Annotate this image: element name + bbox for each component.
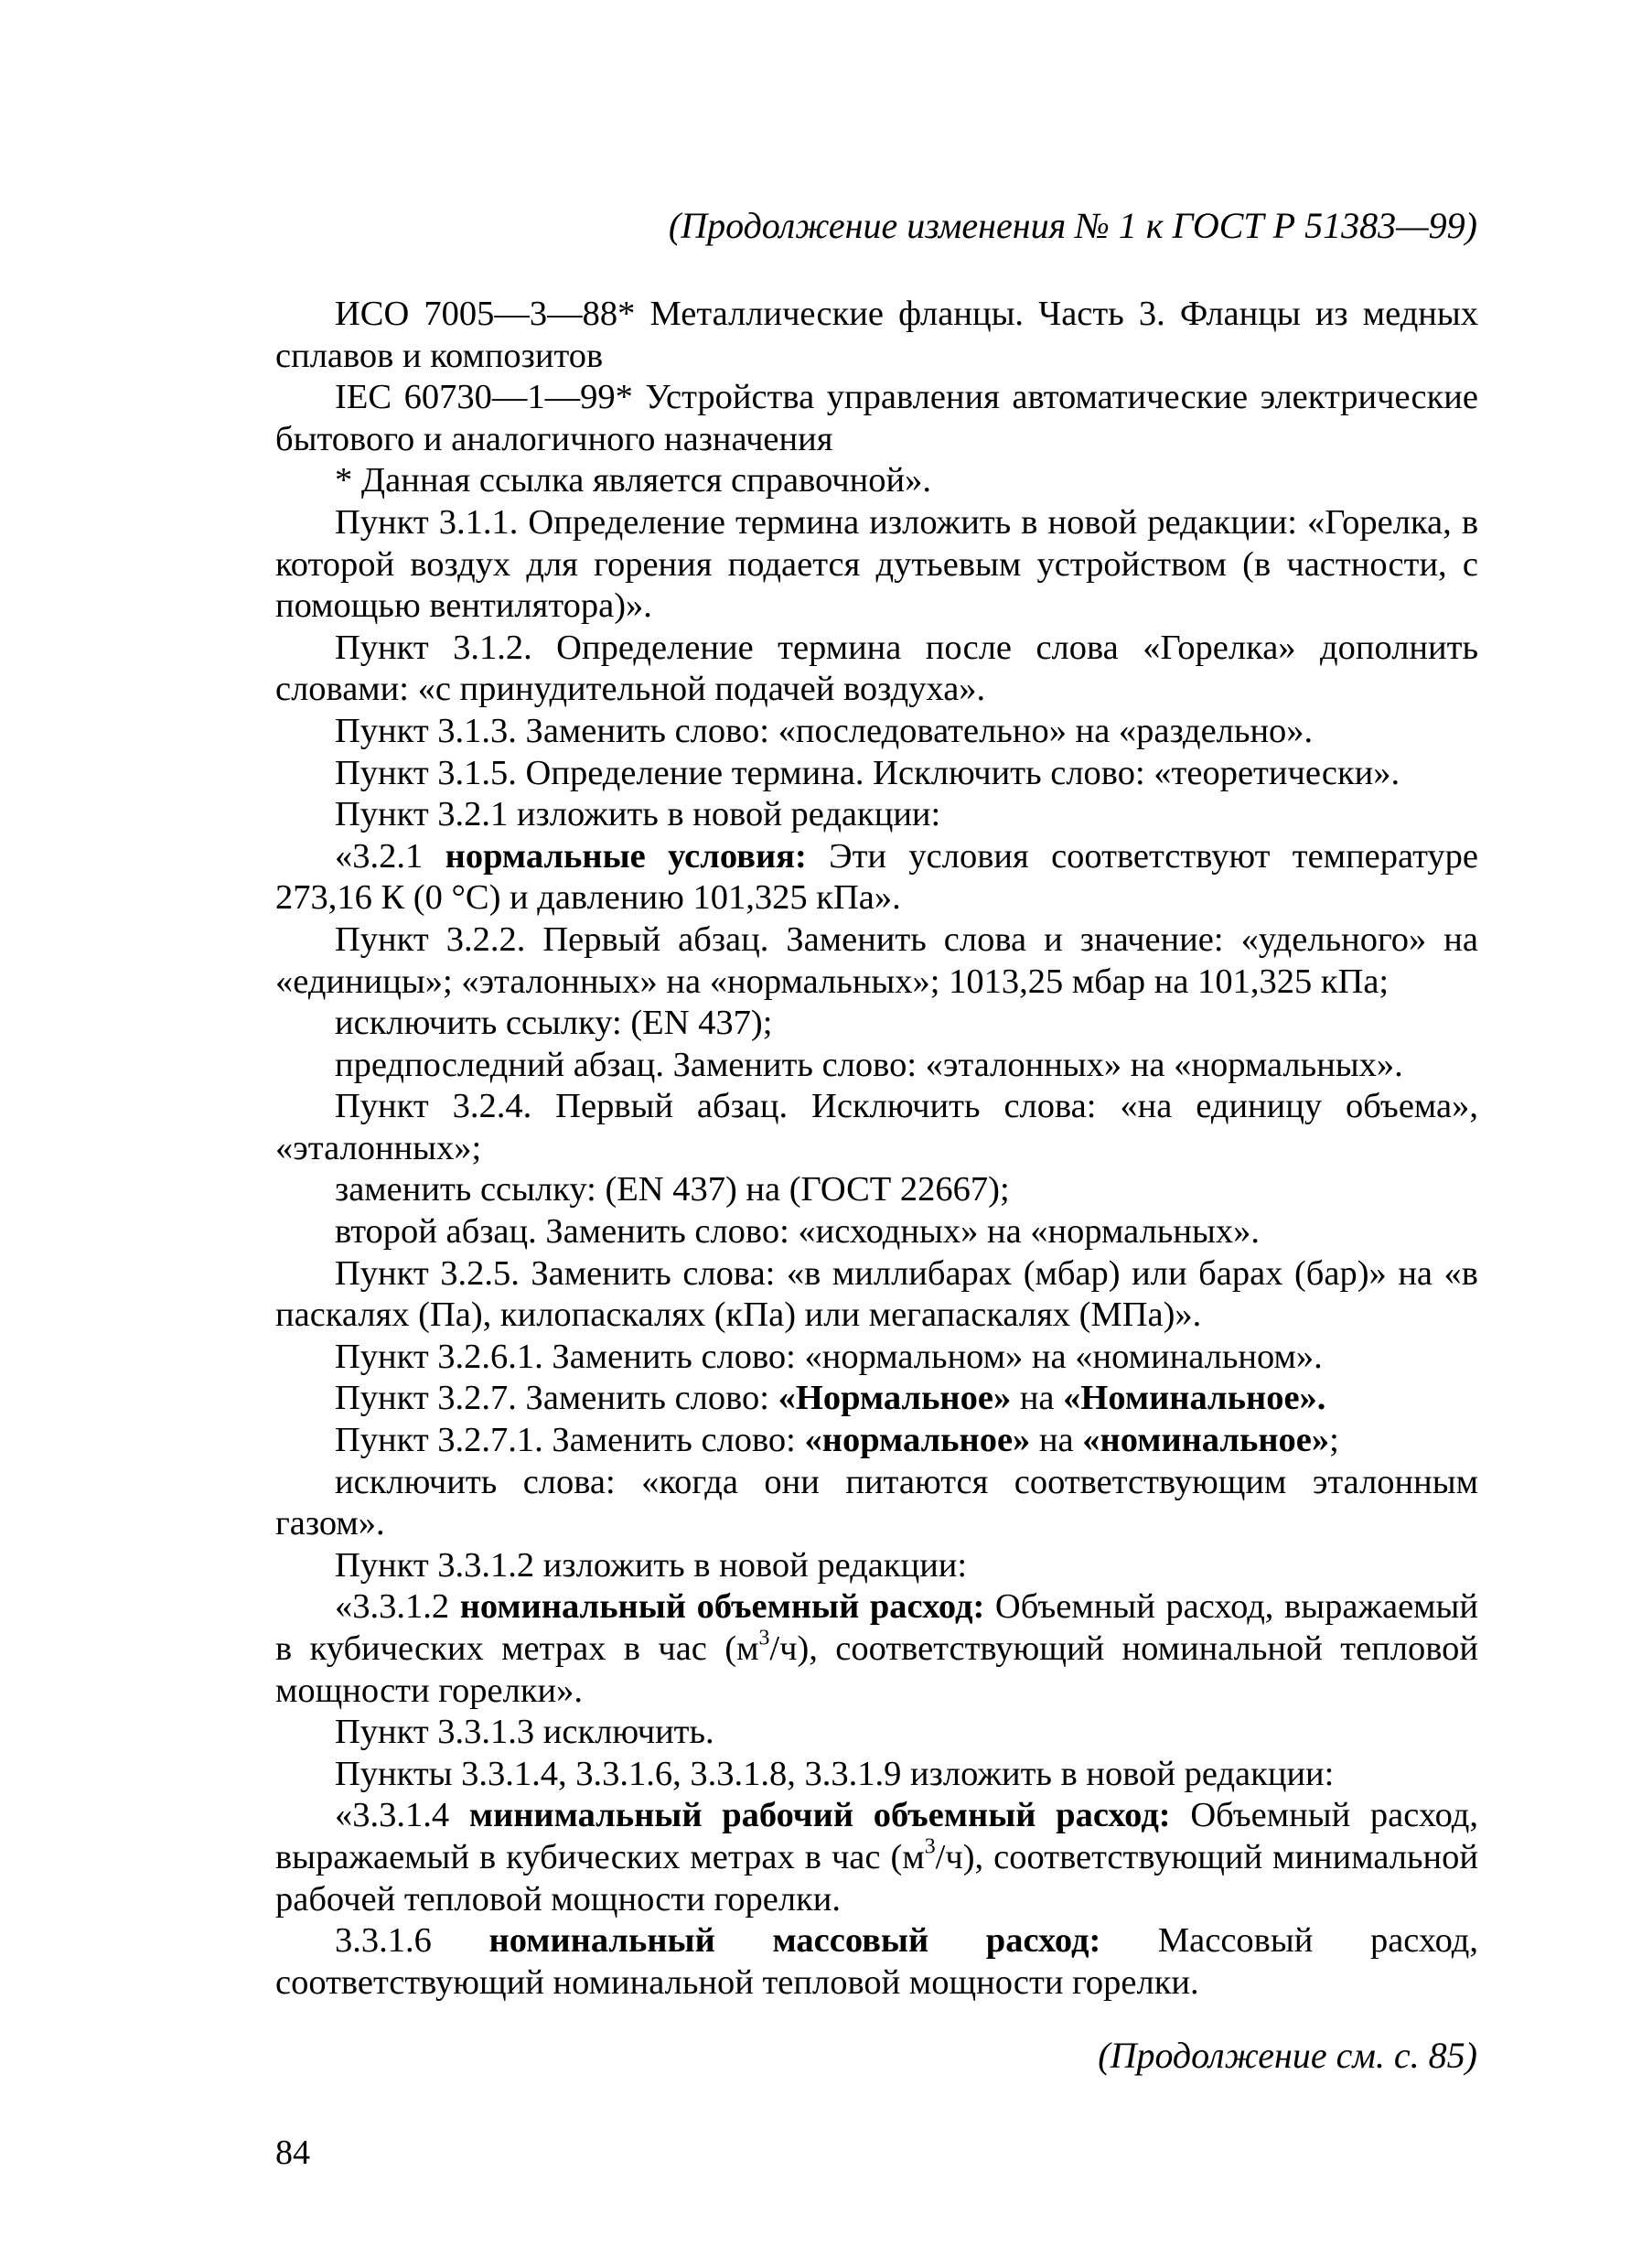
paragraph-mid: на [1011,1379,1064,1418]
continuation-header: (Продолжение изменения № 1 к ГОСТ Р 51383—99) [668,205,1477,246]
term-bold: минимальный рабочий объемный расход: [468,1796,1171,1835]
paragraph-lead: «3.2.1 [335,836,445,876]
paragraph-tail: Объемный расход, выражаемый в кубических метрах в час (м [275,1796,1478,1876]
paragraph: Пункт 3.1.5. Определение термина. Исключить слово: «теоретически». [335,753,1400,792]
paragraph: Пункт 3.1.2. Определение термина после слова «Горелка» дополнить словами: «с принудительной подачей воздуха». [275,628,1478,709]
term-bold: «номинальное» [1082,1421,1330,1460]
paragraph-lead: «3.3.1.4 [335,1796,469,1835]
term-bold: номинальный объемный расход: [459,1587,985,1627]
paragraph: * Данная ссылка является справочной». [335,461,931,500]
paragraph-tail: ; [1329,1421,1339,1460]
paragraph: Пункты 3.3.1.4, 3.3.1.6, 3.3.1.8, 3.3.1.9 изложить в новой редакции: [335,1754,1335,1793]
paragraph: предпоследний абзац. Заменить слово: «эталонных» на «нормальных». [335,1045,1403,1084]
document-body [275,294,1478,2004]
paragraph-tail: Объемный расход, выражаемый в кубических метрах в час (м [275,1587,1479,1668]
continuation-footer: (Продолжение см. с. 85) [1098,2035,1477,2076]
paragraph-lead: Пункт 3.2.7. Заменить слово: [335,1379,778,1418]
paragraph: Пункт 3.2.5. Заменить слова: «в миллибарах (мбар) или барах (бар)» на «в паскалях (Па), килопаскалях (кПа) или мегапаскалях (МПа)». [275,1253,1478,1335]
paragraph: Пункт 3.3.1.3 исключить. [335,1713,714,1752]
paragraph: заменить ссылку: (EN 437) на (ГОСТ 22667); [335,1170,1010,1209]
term-bold: нормальные условия: [445,836,807,876]
paragraph: Пункт 3.1.3. Заменить слово: «последовательно» на «раздельно». [335,711,1314,750]
paragraph: второй абзац. Заменить слово: «исходных» на «нормальных». [335,1212,1260,1252]
term-bold: номинальный массовый расход: [488,1921,1101,1961]
paragraph-tail: /ч), соответствующий минимальной рабочей тепловой мощности горелки. [275,1837,1478,1919]
paragraph: Пункт 3.2.1 изложить в новой редакции: [335,795,941,834]
paragraph: Пункт 3.2.6.1. Заменить слово: «нормальном» на «номинальном». [335,1337,1323,1376]
paragraph [275,1795,1478,1920]
paragraph-mid: на [1030,1421,1083,1460]
paragraph: Пункт 3.1.1. Определение термина изложить в новой редакции: «Горелка, в которой воздух для горения подается дутьевым устройством (в частности, с помощью вентилятора)». [275,502,1478,626]
paragraph [275,1378,1478,1420]
paragraph-lead: Пункт 3.2.7.1. Заменить слово: [335,1421,805,1460]
paragraph [275,1920,1478,2004]
term-bold: «Номинальное». [1063,1379,1326,1418]
paragraph: ИСО 7005—3—88* Металлические фланцы. Часть 3. Фланцы из медных сплавов и композитов [275,295,1478,375]
paragraph [275,1420,1478,1462]
paragraph-tail: Эти условия соответствуют температуре 273,16 К (0 °С) и давлению 101,325 кПа». [275,836,1479,918]
superscript: 3 [924,1834,936,1859]
superscript: 3 [758,1626,770,1650]
paragraph-lead: «3.3.1.2 [335,1587,460,1627]
paragraph-tail: /ч), соответствующий номинальной тепловой мощности горелки». [275,1629,1478,1710]
paragraph [275,836,1478,919]
paragraph: Пункт 3.3.1.2 изложить в новой редакции: [335,1545,968,1585]
paragraph: IEC 60730—1—99* Устройства управления автоматические электрические бытового и аналогичного назначения [275,378,1478,458]
paragraph-lead: 3.3.1.6 [335,1921,489,1961]
paragraph: Пункт 3.2.2. Первый абзац. Заменить слова и значение: «удельного» на «единицы»; «эталонных» на «нормальных»; 1013,25 мбар на 101,325 кПа; [275,919,1478,1001]
paragraph-tail: Массовый расход, соответствующий номинальной тепловой мощности горелки. [275,1921,1479,2002]
paragraph: исключить ссылку: (EN 437); [335,1004,773,1043]
paragraph [275,1586,1478,1712]
paragraph: Пункт 3.2.4. Первый абзац. Исключить слова: «на единицу объема», «эталонных»; [275,1087,1478,1167]
term-bold: «нормальное» [804,1421,1031,1460]
page-number: 84 [275,2134,310,2172]
term-bold: «Нормальное» [778,1379,1012,1418]
paragraph: исключить слова: «когда они питаются соответствующим эталонным газом». [275,1462,1478,1543]
